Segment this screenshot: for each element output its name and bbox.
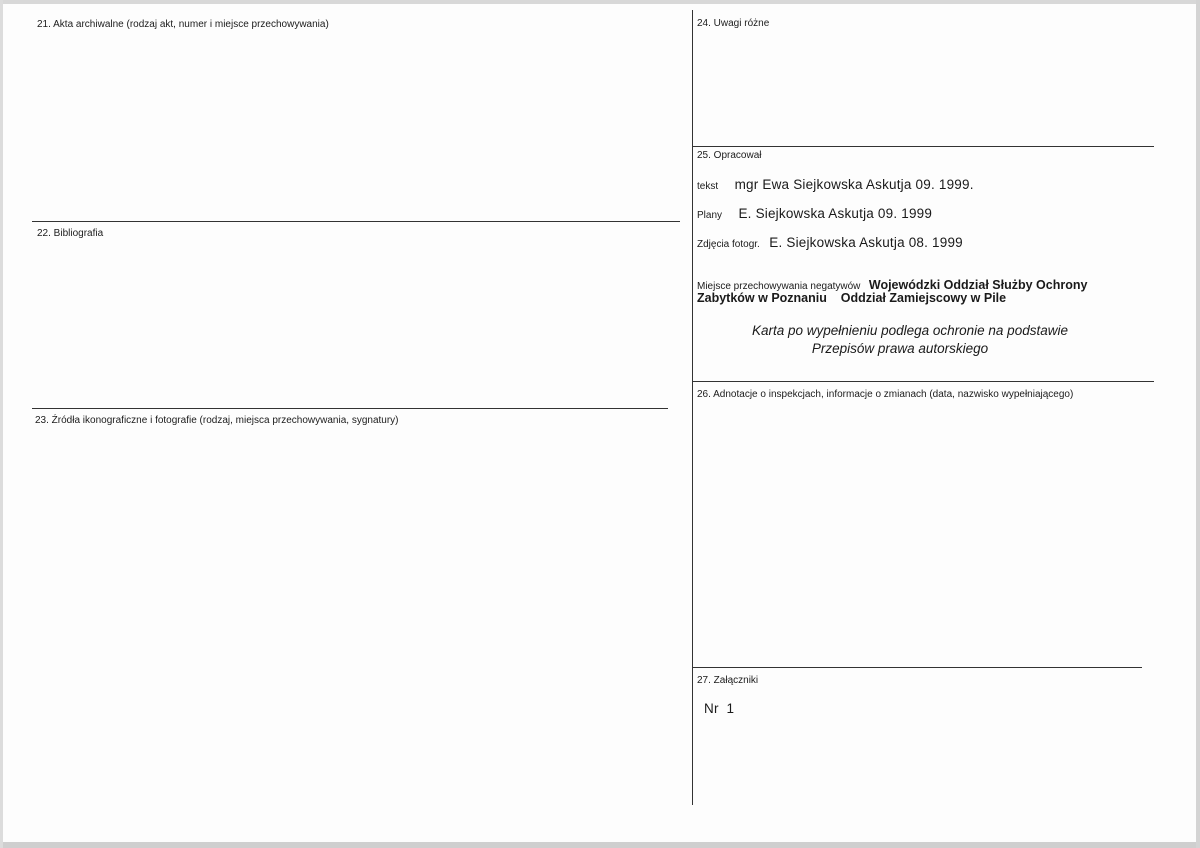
- scan-edge-right: [1196, 0, 1200, 848]
- divider-26-27: [692, 667, 1142, 668]
- author-photos-row: [697, 234, 963, 252]
- author-plans-key: Plany: [697, 210, 723, 221]
- author-text-key: tekst: [697, 181, 719, 192]
- section-26-label: 26. Adnotacje o inspekcjach, informacje o zmianach (data, nazwisko wypełniającego): [697, 389, 1074, 400]
- author-photos-key: Zdjęcia fotogr.: [697, 239, 760, 250]
- divider-25-26: [692, 381, 1154, 382]
- copyright-note-line-2: Przepisów prawa autorskiego: [811, 341, 989, 356]
- negatives-storage-value-2: Zabytków w Poznaniu Oddział Zamiejscowy w Pile: [697, 291, 1007, 305]
- divider-22-23: [32, 408, 668, 409]
- author-plans-value: E. Siejkowska Askutja 09. 1999: [738, 206, 933, 221]
- negatives-storage-value-1: Wojewódzki Oddział Służby Ochrony: [868, 278, 1088, 292]
- scan-edge-bottom: [0, 842, 1200, 848]
- divider-21-22: [32, 221, 680, 222]
- author-photos-value: E. Siejkowska Askutja 08. 1999: [769, 235, 963, 250]
- section-21-label: 21. Akta archiwalne (rodzaj akt, numer i miejsce przechowywania): [37, 19, 329, 30]
- divider-24-25: [692, 146, 1154, 147]
- section-25-label: 25. Opracował: [697, 150, 762, 161]
- section-27-label: 27. Załączniki: [697, 675, 759, 686]
- section-24-label: 24. Uwagi różne: [697, 18, 770, 29]
- negatives-storage-key: Miejsce przechowywania negatywów: [697, 281, 861, 292]
- scan-edge-top: [0, 0, 1200, 4]
- section-23-label: 23. Źródła ikonograficzne i fotografie (rodzaj, miejsca przechowywania, sygnatury): [35, 415, 399, 426]
- attachment-number: Nr 1: [704, 701, 735, 716]
- author-text-row: [697, 176, 974, 194]
- scan-edge-left: [0, 0, 3, 848]
- section-22-label: 22. Bibliografia: [37, 228, 104, 239]
- author-text-value: mgr Ewa Siejkowska Askutja 09. 1999.: [734, 177, 974, 192]
- column-divider: [692, 10, 693, 805]
- author-plans-row: [697, 205, 932, 223]
- copyright-note-line-1: Karta po wypełnieniu podlega ochronie na podstawie: [752, 323, 1068, 338]
